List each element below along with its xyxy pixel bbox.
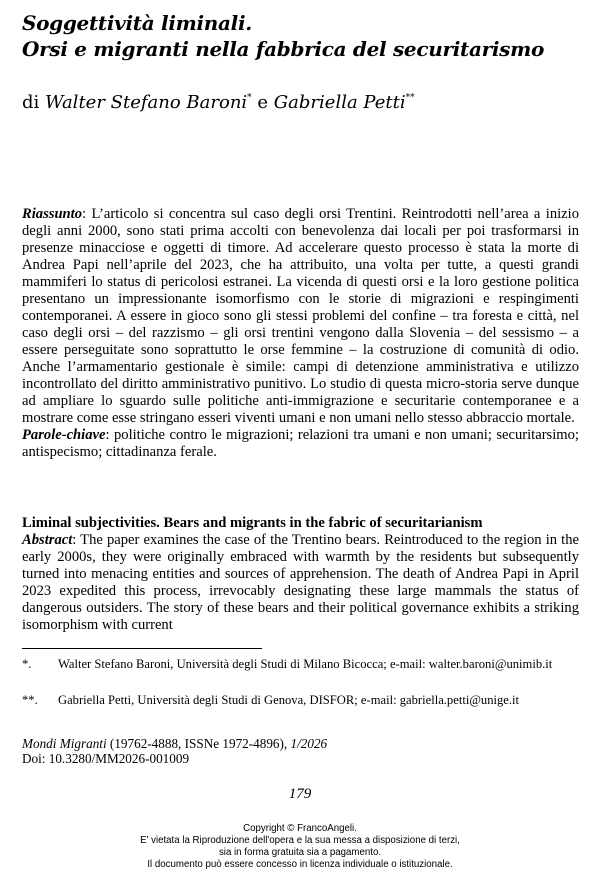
footnote-1-text: Walter Stefano Baroni, Università degli Studi di Milano Bicocca; e-mail: walter.baroni@unimib.it [58, 657, 553, 671]
keywords-text-it: : politiche contro le migrazioni; relazioni tra umani e non umani; securitarsimo; antispecismo; cittadinanza ferale. [22, 427, 579, 460]
footnote-2-text: Gabriella Petti, Università degli Studi di Genova, DISFOR; e-mail: gabriella.petti@unige.it [58, 693, 520, 707]
by-word: di [22, 92, 40, 113]
footnote-2 [22, 693, 579, 708]
title-line-2: Orsi e migranti nella fabbrica del securitarismo [22, 37, 544, 61]
page-number: 179 [288, 786, 312, 802]
abstract-label-en: Abstract [22, 532, 73, 548]
author-1-mark: * [247, 93, 252, 103]
journal-doi: Doi: 10.3280/MM2026-001009 [22, 751, 190, 766]
journal-issn: (19762-4888, ISSNe 1972-4896), [106, 736, 291, 751]
copyright-line-3: sia in forma gratuita sia a pagamento. [218, 847, 382, 858]
copyright-line-4: Il documento può essere concesso in licenza individuale o istituzionale. [147, 859, 453, 870]
footnote-1-mark: *. [22, 657, 32, 671]
abstract-text-en: : The paper examines the case of the Trentino bears. Reintroduced to the region in the early 2000s, they were originally embraced with warmth by the residents but subsequently turned into menacing entities and sources of apprehension. The death of Andrea Papi in April 2023 expedited this process, irrevocably designating these large mammals the status of dangerous outsiders. The story of these bears and their political governance exhibits a striking isomorphism with current [22, 532, 579, 633]
footnote-2-mark: **. [22, 693, 38, 707]
footnote-1 [22, 657, 579, 672]
journal-name: Mondi Migranti [22, 736, 107, 751]
copyright-notice [0, 823, 600, 871]
italian-abstract [22, 206, 579, 461]
author-2-name: Gabriella Petti [273, 92, 406, 113]
author-2-mark: ** [405, 93, 415, 103]
keywords-label-it: Parole-chiave [22, 427, 106, 443]
title-line-1: Soggettività liminali. [22, 11, 252, 35]
journal-issue: 1/2026 [290, 736, 328, 751]
abstract-text-it: : L’articolo si concentra sul caso degli orsi Trentini. Reintrodotti nell’area a inizio degli anni 2000, sono stati prima accolti con benevolenza dai locali per poi trasformarsi in presenze minacciose e oggetti di timore. Ad accelerare questo processo è stata la morte di Andrea Papi nell’aprile del 2023, che ha attribuito, una volta per tutte, a questi grandi mammiferi lo status di pericolosi estranei. La vicenda di questi orsi e la loro gestione politica presentano un impressionante isomorfismo con le storie di migrazioni e respingimenti contemporanei. A essere in gioco sono gli stessi problemi del confine – tra foresta e città, nel caso degli orsi – del razzismo – gli orsi trentini vengono dalla Slovenia – del sessismo – a essere perseguitate sono soprattutto le orse femmine – la costruzione di comunità di odio. Anche l’armamentario gestionale è simile: campi di detenzione amministrativa e utilizzo incontrollato del diritto amministrativo punitivo. Lo studio di questa micro-storia serve dunque ad ampliare lo sguardo sulle politiche anti-immigrazione e securitarie contemporanee e a mostrare come esse stringano esseri viventi umani e non umani nello stesso abbraccio mortale. [22, 206, 579, 426]
abstract-label-it: Riassunto [22, 206, 83, 222]
english-title: Liminal subjectivities. Bears and migrants in the fabric of securitarianism [22, 515, 483, 531]
author-conjunction: e [257, 92, 269, 113]
footnote-rule [22, 648, 262, 649]
author-1-name: Walter Stefano Baroni [45, 92, 248, 113]
copyright-line-2: E' vietata la Riproduzione dell'opera e la sua messa a disposizione di terzi, [140, 835, 460, 846]
article-title [22, 10, 592, 62]
english-abstract [22, 515, 579, 634]
author-line [22, 92, 592, 114]
journal-info [22, 736, 579, 766]
copyright-line-1: Copyright © FrancoAngeli. [243, 823, 357, 834]
